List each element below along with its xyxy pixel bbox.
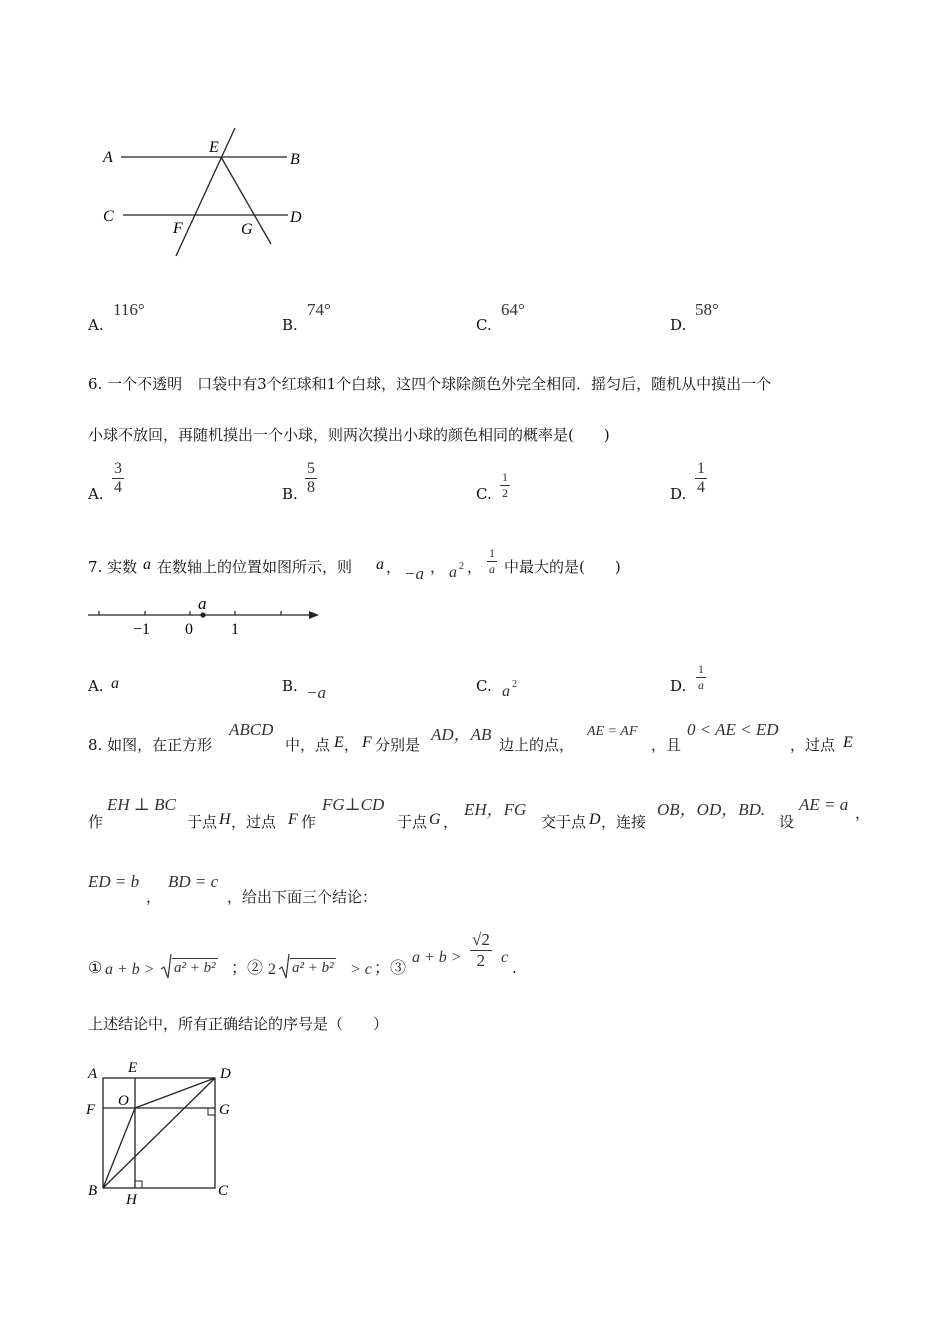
label-F: F (86, 1102, 96, 1118)
label-E: E (128, 1060, 138, 1076)
q7-stem-a: 7. 实数 (88, 558, 138, 576)
label-G: G (219, 1102, 230, 1118)
q8-ad-ab: AD，AB (431, 725, 492, 744)
numerator: 3 (114, 460, 122, 477)
denominator: 2 (502, 486, 508, 500)
q7-stem-b: 在数轴上的位置如图所示，则 (157, 558, 353, 576)
q8-l2-a: 作 (88, 813, 104, 831)
q8-c3-c: c (501, 949, 509, 966)
label-G: G (241, 221, 253, 238)
line-ef (176, 128, 235, 256)
label-H: H (126, 1192, 137, 1208)
q8-f: F (362, 734, 372, 751)
q8-bd-eq-c: BD = c (168, 872, 219, 891)
q8-eh-perp-bc: EH ⊥ BC (107, 795, 176, 814)
label-D: D (220, 1066, 231, 1082)
denominator: 2 (476, 951, 486, 970)
q6-option-d-fraction (695, 460, 707, 497)
q7-a-squared-exp: 2 (459, 561, 464, 572)
q8-l2-h: ，连接 (601, 813, 647, 831)
tick-label-1: 1 (231, 621, 239, 638)
sqrt-sign-icon (160, 953, 172, 979)
q8-ae-eq-a: AE = a (799, 795, 849, 814)
q8-c3-end: . (512, 959, 517, 977)
label-C: C (218, 1183, 229, 1199)
denominator: a (698, 678, 704, 692)
label-F: F (173, 220, 183, 237)
q8-abcd: ABCD (229, 720, 274, 739)
q8-e: E (334, 734, 344, 751)
tick-label-neg1: −1 (133, 621, 151, 638)
q7-comma3: ， (467, 558, 483, 576)
q6-option-a-fraction (112, 460, 124, 497)
q7-reciprocal (487, 546, 497, 577)
q8-c2-coef: 2 (268, 961, 276, 978)
q8-sep1: ；② (231, 958, 264, 977)
q8-l2-e: 于点 (397, 813, 428, 831)
segment-ob (103, 1108, 135, 1188)
q5-figure (95, 120, 335, 265)
label-A: A (103, 149, 113, 166)
q8-l2-i: 设 (779, 813, 795, 831)
numerator: 1 (697, 460, 705, 477)
q6-stem-line1: 6. 一个不透明 口袋中有3个红球和1个白球，这四个球除颜色外完全相同．摇匀后，随机从中摸出一个 (88, 375, 772, 393)
q8-l2-j: ， (855, 804, 871, 822)
numerator: 1 (502, 470, 508, 484)
q6-option-a-letter: A. (88, 485, 104, 503)
q8-l1-c: ， (344, 736, 360, 754)
tick-label-0: 0 (185, 621, 193, 638)
label-B: B (88, 1183, 98, 1199)
q7-option-b-letter: B. (282, 677, 298, 695)
numerator: √2 (472, 930, 490, 949)
q8-c1-lhs: a + b > (105, 961, 155, 978)
q8-l2-b: 于点 (187, 813, 218, 831)
q5-option-b-value: 74° (307, 300, 331, 319)
right-angle-g (208, 1108, 215, 1115)
q7-var-a: a (143, 556, 151, 573)
q7-option-b-value: −a (306, 683, 326, 702)
q6-option-b-fraction (305, 460, 317, 497)
q8-l2-g: 交于点 (541, 813, 587, 831)
numerator: 5 (307, 460, 315, 477)
q5-option-c-letter: C. (476, 316, 492, 334)
q8-c2-rhs: > c (350, 961, 372, 978)
q6-option-c-letter: C. (476, 485, 492, 503)
q8-l1-d: 分别是 (375, 736, 421, 754)
q8-last-line: 上述结论中，所有正确结论的序号是（ ） (88, 1015, 389, 1033)
q5-option-b-letter: B. (282, 316, 298, 334)
q8-ob-od-bd: OB，OD，BD. (657, 800, 766, 819)
segment-od (135, 1078, 215, 1108)
sqrt-sign-icon (278, 953, 290, 979)
q8-fg-perp-cd: FG⊥CD (322, 795, 385, 814)
q7-var-a2: a (376, 556, 384, 573)
q5-option-c-value: 64° (501, 300, 525, 319)
numerator: 1 (489, 546, 495, 560)
q7-option-c-letter: C. (476, 677, 492, 695)
q6-option-d-letter: D. (670, 485, 687, 503)
numerator: 1 (698, 662, 704, 676)
q5-option-d-value: 58° (695, 300, 719, 319)
q6-stem-line2: 小球不放回，再随机摸出一个小球，则两次摸出小球的颜色相同的概率是( ) (88, 426, 610, 444)
label-O: O (118, 1093, 129, 1109)
q8-c1-mark: ① (88, 960, 103, 977)
q8-l2-f: ， (443, 813, 459, 831)
q7-comma2: ， (430, 558, 446, 576)
denominator: 8 (307, 479, 315, 496)
q8-l2-c: ，过点 (231, 813, 277, 831)
q7-comma1: ， (386, 558, 402, 576)
q7-option-c-exp: 2 (512, 679, 517, 690)
q7-option-c-base: a (502, 683, 510, 700)
q7-option-a-letter: A. (88, 677, 104, 695)
label-D: D (290, 209, 302, 226)
q8-ed-eq-b: ED = b (88, 872, 140, 891)
q7-option-d-letter: D. (670, 677, 687, 695)
q8-l3-a: ， (146, 888, 162, 906)
label-E: E (209, 139, 219, 156)
q8-l2-d: 作 (301, 813, 317, 831)
q8-sep2: ；③ (374, 958, 407, 977)
label-B: B (290, 151, 300, 168)
q7-option-a-value: a (111, 675, 119, 692)
denominator: 4 (697, 479, 705, 496)
denominator: 4 (114, 479, 122, 496)
q8-l1-a: 8. 如图，在正方形 (88, 736, 213, 754)
q8-e2: E (843, 734, 853, 751)
label-A: A (88, 1066, 98, 1082)
q6-option-c-fraction (500, 470, 510, 501)
axis-arrow (309, 611, 319, 619)
q8-c3-fraction (470, 930, 492, 971)
denominator: a (489, 562, 495, 576)
q8-l1-b: 中，点 (285, 736, 331, 754)
q8-c1-radicand: a² + b² (174, 960, 216, 976)
q7-number-line (85, 592, 325, 642)
q8-inequality: 0 < AE < ED (687, 720, 779, 739)
q7-neg-a: −a (404, 564, 424, 583)
q8-l1-e: 边上的点， (499, 736, 575, 754)
q8-c3-lhs: a + b > (412, 949, 462, 966)
q8-l1-g: ，过点 (790, 736, 836, 754)
q8-figure (84, 1058, 244, 1208)
q8-f2: F (288, 811, 298, 828)
q8-ae-af: AE = AF (587, 724, 638, 739)
q8-l1-f: ，且 (651, 736, 682, 754)
q5-option-a-value: 116° (113, 300, 145, 319)
q8-d: D (589, 811, 601, 828)
q5-option-a-letter: A. (88, 316, 104, 334)
q7-stem-c: 中最大的是( ) (504, 558, 621, 576)
right-angle-h (135, 1181, 142, 1188)
q6-option-b-letter: B. (282, 485, 298, 503)
q8-l3-b: ，给出下面三个结论： (227, 888, 378, 906)
q7-option-d-fraction (696, 662, 706, 693)
point-a-label: a (198, 594, 207, 613)
q8-g: G (429, 811, 441, 828)
q7-a-squared-base: a (449, 564, 457, 581)
q8-eh-fg: EH，FG (464, 800, 527, 819)
label-C: C (103, 208, 114, 225)
q8-c2-radicand: a² + b² (292, 960, 334, 976)
q5-option-d-letter: D. (670, 316, 687, 334)
point-a (200, 612, 205, 617)
q8-h: H (219, 811, 231, 828)
